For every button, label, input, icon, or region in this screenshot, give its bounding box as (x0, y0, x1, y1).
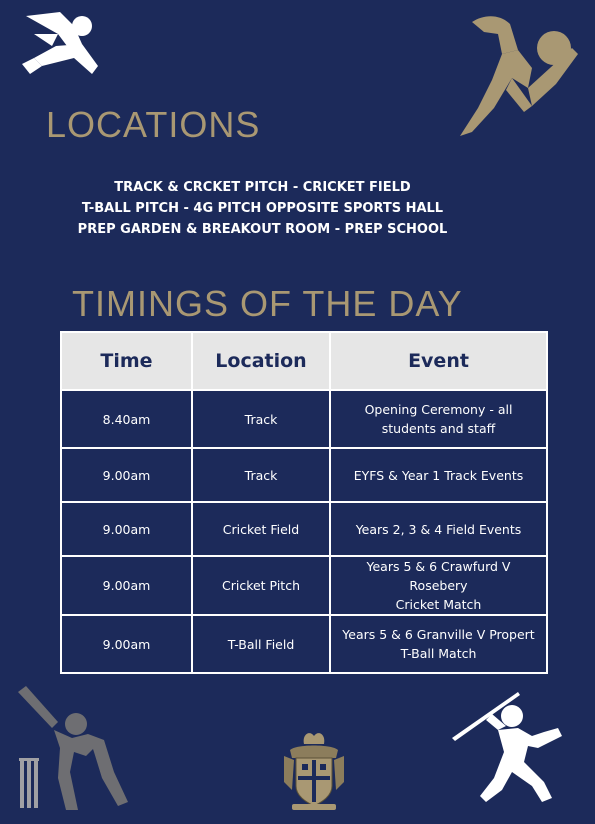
location-cell: Cricket Pitch (192, 556, 330, 615)
time-cell: 9.00am (61, 502, 192, 556)
event-line: EYFS & Year 1 Track Events (353, 467, 524, 483)
event-cell (330, 390, 547, 448)
timings-title: TIMINGS OF THE DAY (72, 283, 463, 324)
cricket-icon (14, 682, 134, 810)
table-header-row (61, 332, 547, 390)
locations-list (0, 177, 525, 240)
location-line: TRACK & CRCKET PITCH - CRICKET FIELD (114, 180, 411, 195)
table-row (61, 615, 547, 673)
table-row (61, 390, 547, 448)
event-cell (330, 556, 547, 615)
location-line: PREP GARDEN & BREAKOUT ROOM - PREP SCHOOL (77, 222, 448, 237)
locations-title: LOCATIONS (46, 104, 261, 145)
event-cell (330, 502, 547, 556)
table-row (61, 448, 547, 502)
table-row (61, 556, 547, 615)
javelin-icon (448, 690, 576, 810)
school-crest-icon (282, 730, 346, 812)
event-cell (330, 615, 547, 673)
timings-table (60, 331, 548, 674)
column-header-time: Time (61, 332, 192, 390)
time-cell: 9.00am (61, 556, 192, 615)
time-cell: 9.00am (61, 615, 192, 673)
location-cell: Cricket Field (192, 502, 330, 556)
column-header-location: Location (192, 332, 330, 390)
event-line: Years 2, 3 & 4 Field Events (355, 521, 522, 537)
high-jump-icon (12, 4, 107, 89)
event-line: T-Ball Match (400, 646, 477, 661)
runner-icon (432, 8, 582, 143)
event-line: Opening Ceremony - all (364, 402, 513, 417)
table-row (61, 502, 547, 556)
event-line: Years 5 & 6 Granville V Propert (342, 627, 535, 642)
column-header-event: Event (330, 332, 547, 390)
location-line: T-BALL PITCH - 4G PITCH OPPOSITE SPORTS HALL (81, 201, 444, 216)
location-cell: T-Ball Field (192, 615, 330, 673)
location-cell: Track (192, 390, 330, 448)
time-cell: 8.40am (61, 390, 192, 448)
time-cell: 9.00am (61, 448, 192, 502)
event-line: students and staff (381, 421, 496, 436)
location-cell: Track (192, 448, 330, 502)
event-cell (330, 448, 547, 502)
event-line: Cricket Match (395, 597, 482, 612)
event-line: Years 5 & 6 Crawfurd V Rosebery (366, 559, 511, 593)
